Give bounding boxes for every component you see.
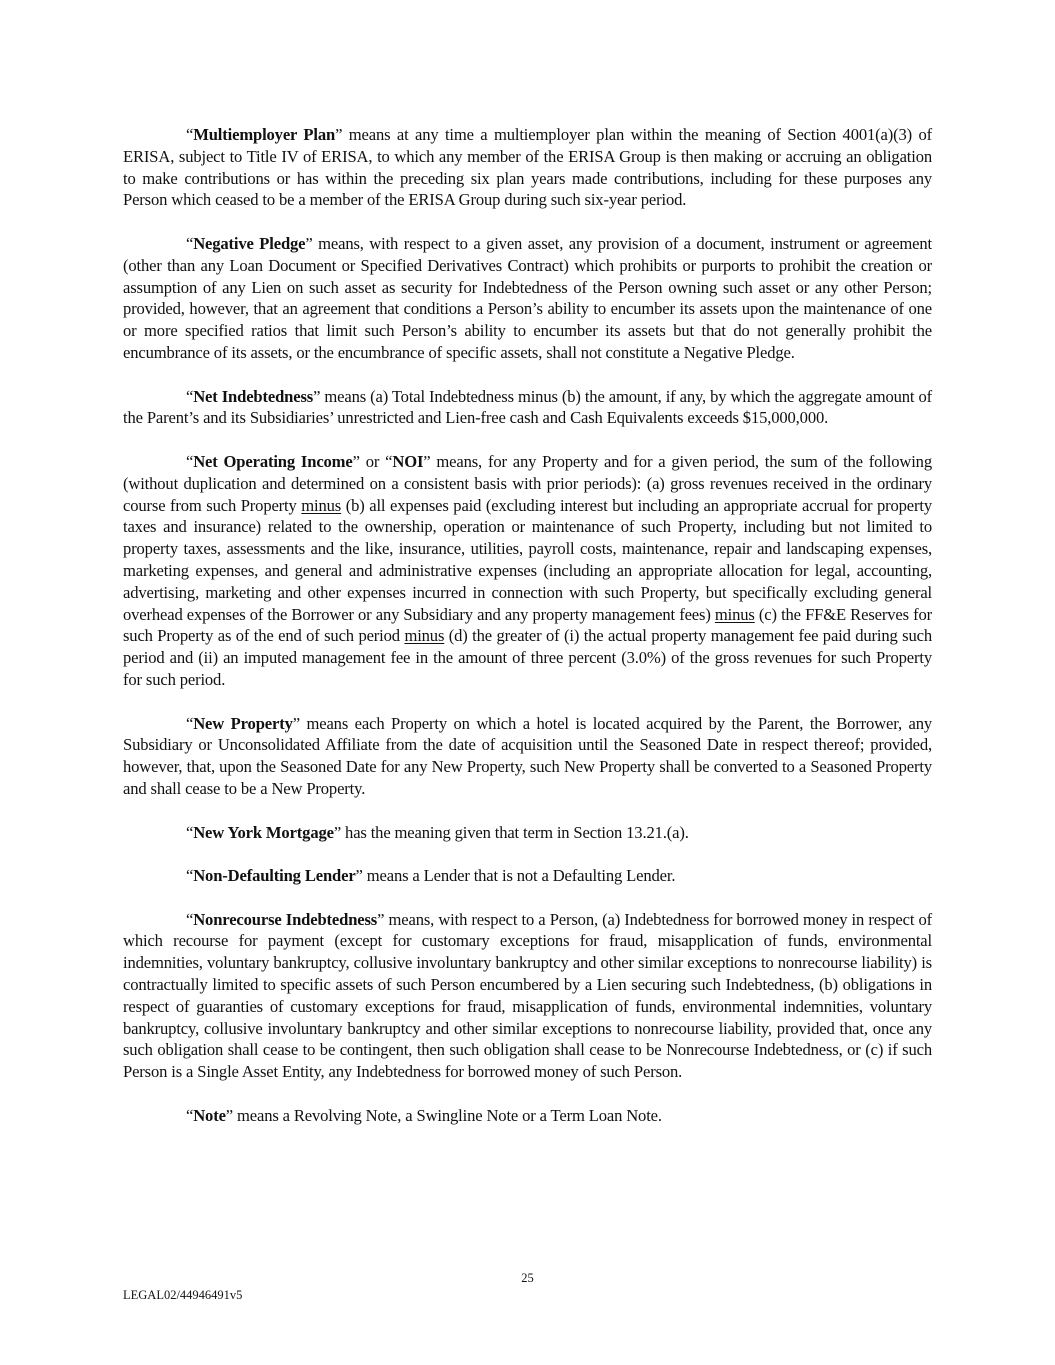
document-page [123, 124, 932, 1148]
defined-term: Note [193, 1105, 226, 1125]
definition-negative-pledge [123, 233, 932, 364]
definition-non-defaulting-lender [123, 865, 932, 887]
term-connector: or [359, 451, 386, 471]
close-quote: ” [335, 125, 343, 144]
close-quote: ” [423, 451, 431, 471]
definition-body: means, with respect to a given asset, any provision of a document, instrument or agreement (other than any Loan Document or Specified Derivatives Contract) which prohibits or purports to prohibit the creation or assumption of any Lien on such asset as security for Indebtedness of the Person owning such asset or any other Person; provided, however, that an agreement that conditions a Person’s ability to encumber its assets upon the maintenance of one or more specified ratios that limit such Person’s ability to encumber its assets but that do not generally prohibit the encumbrance of its assets, or the encumbrance of specific assets, shall not constitute a Negative Pledge. [123, 233, 932, 362]
definition-net-operating-income [123, 451, 932, 691]
defined-term-abbreviation: NOI [392, 451, 424, 471]
definition-body: means a Lender that is not a Defaulting Lender. [362, 866, 676, 886]
close-quote: ” [355, 866, 363, 886]
document-id: LEGAL02/44946491v5 [123, 1288, 243, 1302]
defined-term: Nonrecourse Indebtedness [193, 909, 378, 929]
defined-term: Net Indebtedness [193, 386, 314, 406]
defined-term: New Property [193, 713, 293, 733]
defined-term: Negative Pledge [193, 233, 306, 253]
page-number: 25 [521, 1271, 534, 1285]
open-quote: “ [186, 386, 194, 406]
close-quote: ” [305, 233, 313, 253]
definition-body: means, with respect to a Person, (a) Indebtedness for borrowed money in respect of which recourse for payment (except for customary exceptions for fraud, misapplication of funds, environmental indemnities, voluntary bankruptcy, collusive involuntary bankruptcy and other similar exceptions to nonrecourse liability) is contractually limited to specific assets of such Person encumbered by a Lien securing such Indebtedness, (b) obligations in respect of guaranties of customary exceptions for fraud, misapplication of funds, environmental indemnities, voluntary bankruptcy, collusive involuntary bankruptcy and other similar exceptions to nonrecourse liability, provided that, once any such obligation shall cease to be contingent, then such obligation shall cease to be Nonrecourse Indebtedness, or (c) if such Person is a Single Asset Entity, any Indebtedness for borrowed money of such Person. [123, 909, 932, 1082]
definition-body: has the meaning given that term in Section 13.21.(a). [341, 822, 689, 842]
open-quote: “ [186, 233, 194, 253]
definition-body-part: means, for any Property and for a given period, the sum of the following (without duplication and determined on a consistent basis with prior periods): (a) gross revenues received in the ordinary course from such Property [123, 451, 932, 515]
definition-body: means each Property on which a hotel is located acquired by the Parent, the Borrower, any Subsidiary or Unconsolidated Affiliate from the date of acquisition until the Seasoned Date in respect thereof; provided, however, that, upon the Seasoned Date for any New Property, such New Property shall be converted to a Seasoned Property and shall cease to be a New Property. [123, 713, 932, 798]
definition-body-part: (c) the FF&E Reserves for such Property as of the end of such period [123, 604, 932, 646]
defined-term: New York Mortgage [193, 822, 334, 842]
open-quote: “ [186, 713, 194, 733]
open-quote: “ [385, 451, 393, 471]
open-quote: “ [186, 822, 194, 842]
open-quote: “ [186, 1105, 194, 1125]
underlined-minus: minus [404, 626, 445, 646]
open-quote: “ [186, 866, 194, 886]
definition-new-york-mortgage [123, 822, 932, 844]
close-quote: ” [377, 909, 385, 929]
open-quote: “ [186, 451, 194, 471]
close-quote: ” [333, 822, 342, 842]
underlined-minus: minus [301, 495, 342, 515]
close-quote: ” [352, 451, 360, 471]
close-quote: ” [292, 713, 300, 733]
definition-body-part: (d) the greater of (i) the actual property management fee paid during such period and (ii) an imputed management fee in the amount of three percent (3.0%) of the gross revenues for such Property for such period. [123, 626, 932, 689]
definition-body: means (a) Total Indebtedness minus (b) the amount, if any, by which the aggregate amount of the Parent’s and its Subsidiaries’ unrestricted and Lien-free cash and Cash Equivalents exceeds $15,000,000. [123, 386, 933, 428]
open-quote: “ [186, 909, 194, 929]
underlined-minus: minus [714, 604, 755, 624]
close-quote: ” [313, 386, 321, 406]
defined-term: Net Operating Income [193, 451, 353, 471]
definition-multiemployer-plan [123, 124, 932, 211]
open-quote: “ [186, 125, 194, 144]
definition-body: means at any time a multiemployer plan within the meaning of Section 4001(a)(3) of ERISA, subject to Title IV of ERISA, to which any member of the ERISA Group is then making or accruing an obligation to make contributions or has within the preceding six plan years made contributions, including for these purposes any Person which ceased to be a member of the ERISA Group during such six-year period. [123, 125, 932, 210]
defined-term: Non-Defaulting Lender [193, 866, 356, 886]
definition-net-indebtedness [123, 386, 932, 430]
definition-nonrecourse-indebtedness [123, 909, 932, 1083]
definition-note [123, 1105, 932, 1127]
definition-new-property [123, 713, 932, 800]
definition-body-part: (b) all expenses paid (excluding interest but including an appropriate accrual for property taxes and insurance) related to the ownership, operation or maintenance of such Property, including but not limited to property taxes, assessments and the like, insurance, utilities, payroll costs, maintenance, repair and landscaping expenses, marketing expenses, and general and administrative expenses (including an appropriate allocation for legal, accounting, advertising, marketing and other expenses incurred in connection with such Property, but specifically excluding general overhead expenses of the Borrower or any Subsidiary and any property management fees) [123, 495, 932, 624]
definition-body: means a Revolving Note, a Swingline Note or a Term Loan Note. [233, 1105, 662, 1125]
close-quote: ” [225, 1105, 234, 1125]
defined-term: Multiemployer Plan [193, 125, 336, 144]
